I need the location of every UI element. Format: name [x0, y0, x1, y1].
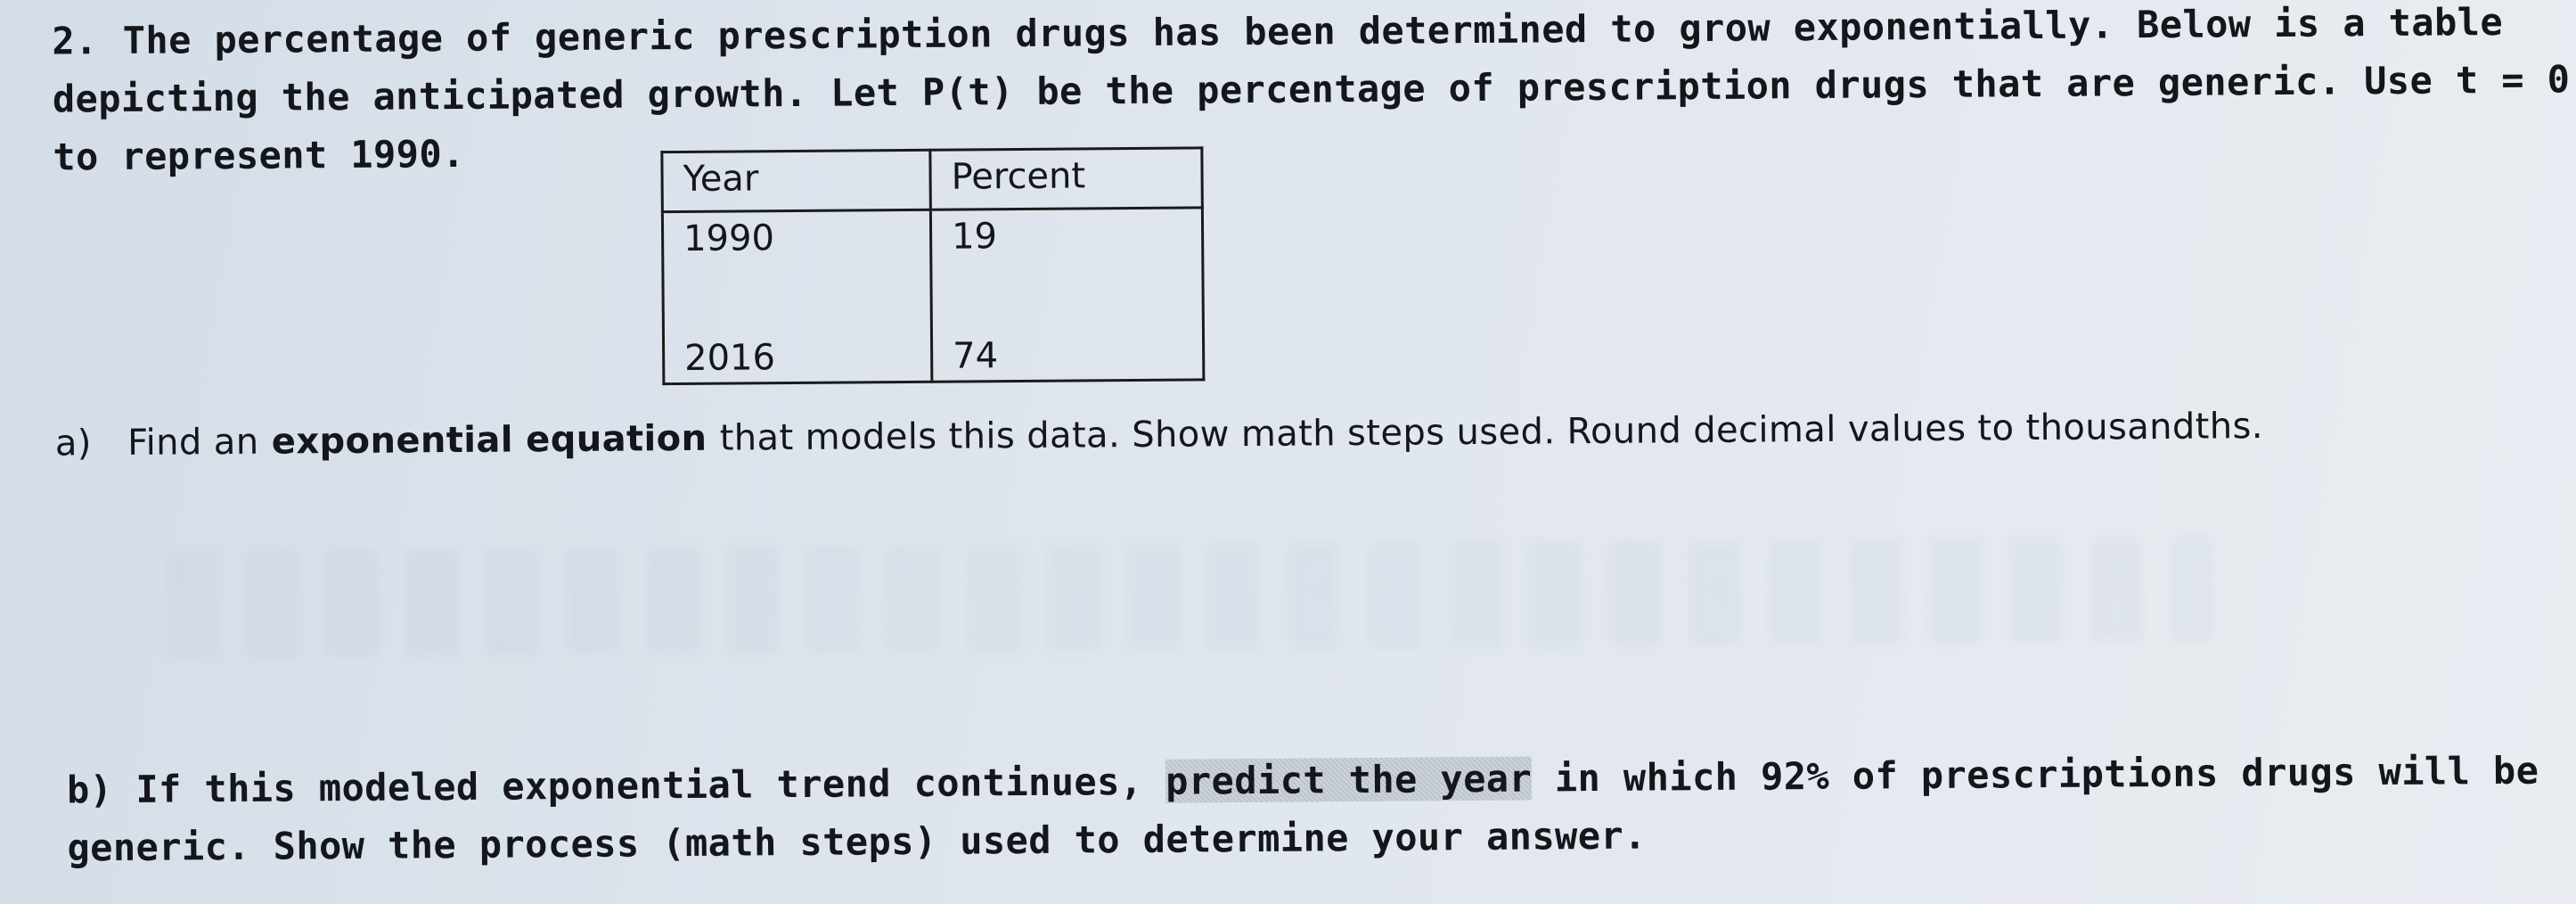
- problem-text-1: The percentage of generic prescription drugs has been determined to grow exponentially. Below is a table: [122, 0, 2504, 62]
- part-b-highlight: predict the year: [1165, 756, 1533, 803]
- part-a: [55, 406, 2263, 464]
- year-1990: 1990: [683, 218, 775, 259]
- part-b-line-2: generic. Show the process (math steps) used to determine your answer.: [67, 813, 1647, 870]
- part-b-line-1: [67, 749, 2539, 812]
- part-a-label: a): [54, 423, 93, 464]
- table-header-row: [662, 148, 1203, 212]
- part-b-text-before: If this modeled exponential trend continues,: [135, 759, 1143, 811]
- header-year: Year: [662, 150, 931, 211]
- header-percent: Percent: [930, 148, 1203, 210]
- percent-cell: [930, 208, 1204, 382]
- part-b-text-after: in which 92% of prescriptions drugs will be: [1554, 748, 2539, 801]
- year-cell: [662, 210, 932, 383]
- part-b-label: b): [66, 768, 113, 812]
- year-2016: 2016: [684, 337, 776, 379]
- problem-line-3: to represent 1990.: [53, 131, 465, 179]
- problem-line-1: [52, 0, 2503, 63]
- problem-line-2: depicting the anticipated growth. Let P(t) be the percentage of prescription drugs that are generic. Use t = 0: [52, 57, 2571, 121]
- part-a-text-before: Find an: [127, 421, 259, 464]
- table-row: [662, 208, 1203, 384]
- problem-number: 2.: [52, 19, 98, 63]
- data-table: [660, 146, 1205, 385]
- faded-bleed-through: [165, 536, 2215, 659]
- percent-19: 19: [951, 216, 998, 258]
- percent-74: 74: [952, 335, 999, 377]
- part-a-text-after: that models this data. Show math steps used. Round decimal values to thousandths.: [719, 406, 2264, 459]
- part-a-bold: exponential equation: [271, 417, 707, 463]
